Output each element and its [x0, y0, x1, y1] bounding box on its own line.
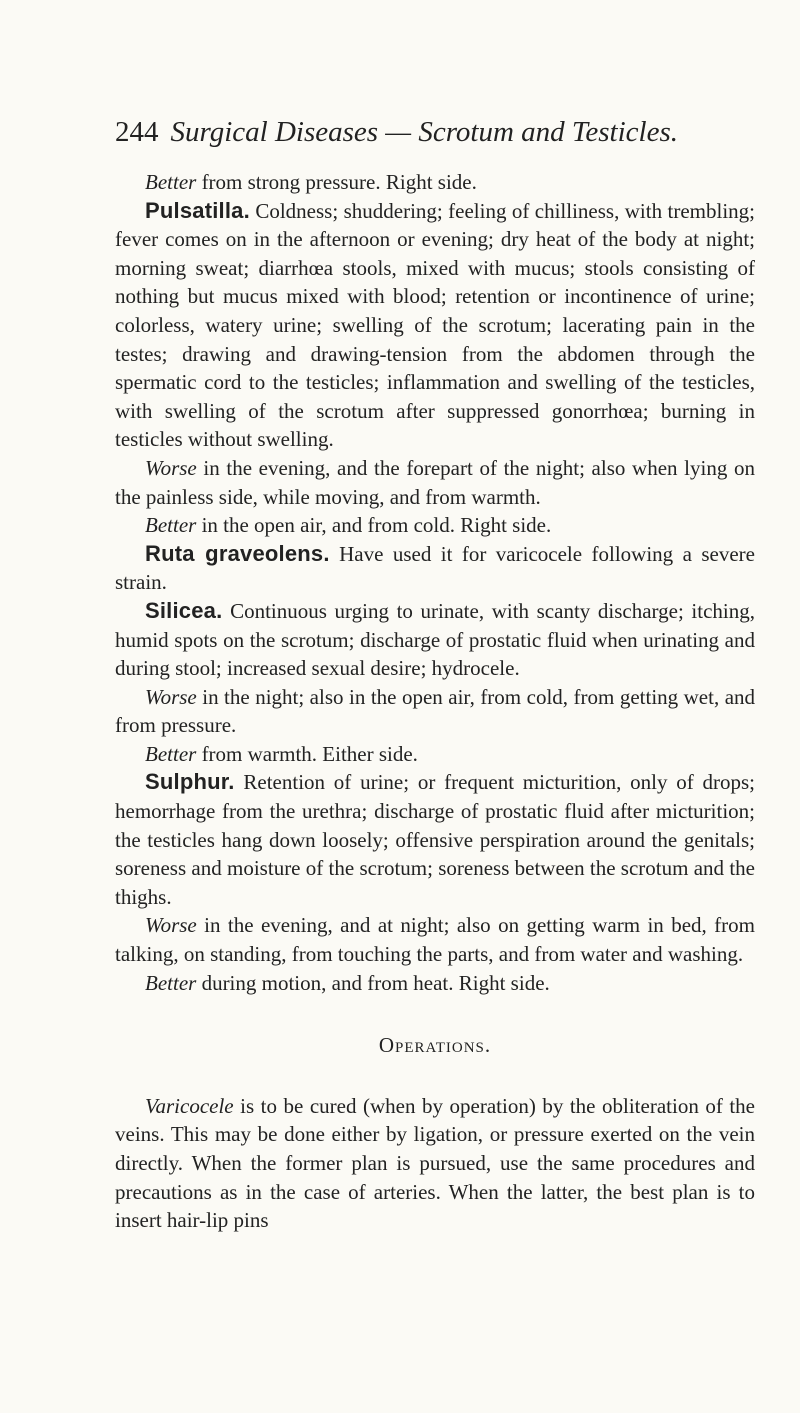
better-label: Better [145, 170, 197, 194]
sulphur-worse [115, 911, 755, 968]
better-text: from warmth. Either side. [201, 741, 418, 766]
worse-text: in the night; also in the open air, from cold, from getting wet, and from pressure. [115, 684, 756, 738]
continuation-modality [115, 168, 755, 197]
worse-text: in the evening, and at night; also on getting warm in bed, from talking, on standing, from touching the parts, and from water and washing. [115, 913, 756, 967]
silicea-worse [115, 683, 755, 740]
better-label: Better [145, 970, 197, 995]
body-text [115, 168, 755, 1235]
worse-label: Worse [145, 455, 197, 480]
remedy-name: Silicea. [145, 597, 223, 623]
section-heading: Operations. [378, 1033, 492, 1058]
remedy-pulsatilla [115, 197, 755, 454]
paragraph-text: is to be cured (when by operation) by the obliteration of the veins. This may be done either by ligation, or pressure exerted on the vein directly. When the former plan is pursued, use the same procedures and precautions as in the case of arteries. When the latter, the best plan is to insert hair-lip pins [115, 1093, 755, 1233]
better-text: from strong pressure. Right side. [201, 170, 477, 194]
remedy-symptoms: Coldness; shuddering; feeling of chilliness, with trembling; fever comes on in the afternoon or evening; dry heat of the body at night; morning sweat; diarrhœa stools, mixed with mucus; stools consisting of nothing but mucus mixed with blood; retention or incontinence of urine; colorless, watery urine; swelling of the scrotum; lacerating pain in the testes; drawing and drawing-tension from the abdomen through the spermatic cord to the testicles; inflammation and swelling of the testicles, with swelling of the scrotum after suppressed gonorrhœa; burning in testicles without swelling. [115, 198, 755, 452]
pulsatilla-better [115, 511, 755, 540]
pulsatilla-worse [115, 454, 755, 511]
page-number: 244 [115, 116, 159, 148]
remedy-name: Ruta graveolens. [145, 540, 330, 566]
running-head [115, 112, 755, 152]
remedy-name: Pulsatilla. [145, 197, 250, 223]
remedy-symptoms: Retention of urine; or frequent micturition, only of drops; hemorrhage from the urethra; discharge of prostatic fluid after micturition; the testicles hang down loosely; offensive perspiration around the genitals; soreness and moisture of the scrotum; soreness between the scrotum and the thighs. [115, 770, 756, 909]
sulphur-better [115, 969, 755, 998]
running-title: Surgical Diseases — Scrotum and Testicles. [170, 116, 678, 148]
paragraph-lead: Varicocele [145, 1093, 234, 1118]
remedy-sulphur [115, 768, 755, 911]
remedy-silicea [115, 597, 755, 683]
worse-text: in the evening, and the forepart of the night; also when lying on the painless side, while moving, and from warmth. [115, 455, 755, 509]
better-text: during motion, and from heat. Right side. [201, 970, 550, 995]
worse-label: Worse [145, 684, 197, 709]
remedy-symptoms: Have used it for varicocele following a severe strain. [115, 541, 755, 595]
operations-paragraph [115, 1092, 755, 1235]
remedy-ruta [115, 540, 755, 597]
better-label: Better [145, 741, 197, 766]
better-text: in the open air, and from cold. Right side. [201, 513, 552, 538]
remedy-name: Sulphur. [145, 769, 235, 795]
remedy-symptoms: Continuous urging to urinate, with scanty discharge; itching, humid spots on the scrotum; discharge of prostatic fluid when urinating and during stool; increased sexual desire; hydrocele. [115, 598, 756, 681]
silicea-better [115, 740, 755, 769]
worse-label: Worse [145, 913, 197, 938]
better-label: Better [145, 513, 197, 538]
